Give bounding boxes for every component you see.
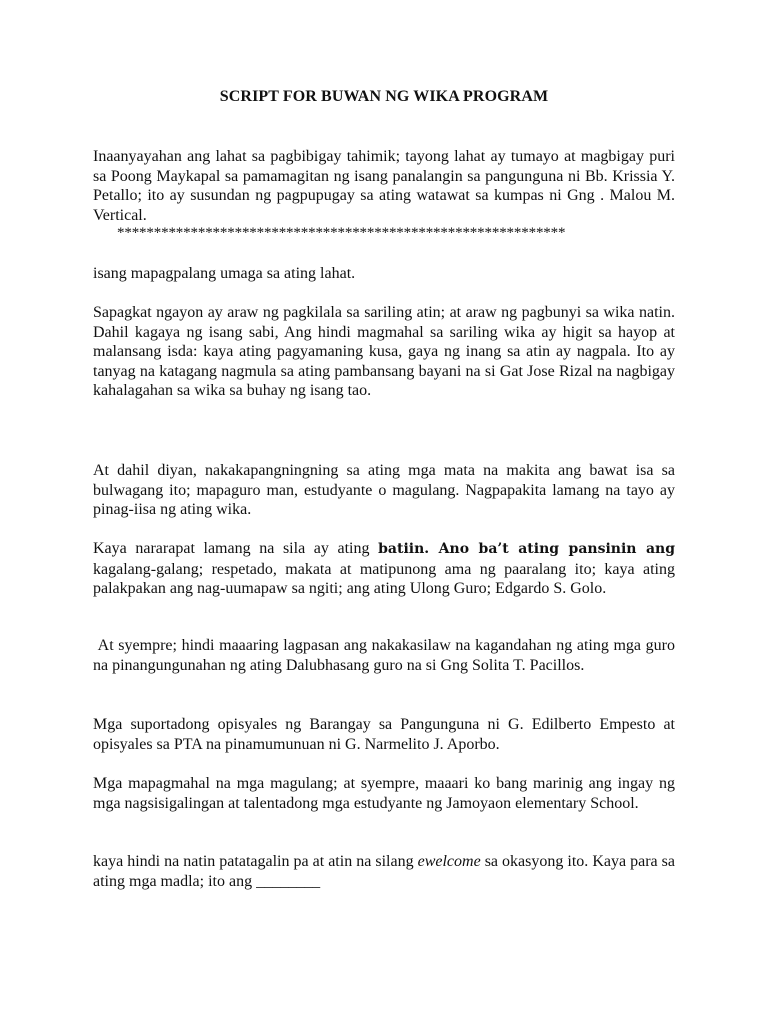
paragraph-principal-part-c: kagalang-galang; respetado, makata at matipunong ama ng paaralang ito; kaya ating palakpakan ang nag-uumapaw sa ngiti; ang ating Ulong Guro; Edgardo S. Golo.	[93, 560, 675, 597]
paragraph-greeting: isang mapagpalang umaga sa ating lahat.	[93, 265, 356, 282]
document-title: SCRIPT FOR BUWAN NG WIKA PROGRAM	[219, 88, 549, 105]
paragraph-officials: Mga suportadong opisyales ng Barangay sa Pangunguna ni G. Edilberto Empesto at opisyales sa PTA na pinamumunuan ni G. Narmelito J. Aporbo.	[93, 716, 675, 753]
paragraph-principal-part-a: Kaya nararapat lamang na sila ay ating	[93, 540, 379, 557]
paragraph-closing-part-c: sa okasyong ito. Kaya para sa ating mga madla; ito ang ________	[93, 853, 675, 890]
asterisk-separator: *************************************************************	[117, 226, 566, 240]
paragraph-parents-students: Mga mapagmahal na mga magulang; at syempre, maaari ko bang marinig ang ingay ng mga nagsisigalingan at talentadong mga estudyante ng Jamoyaon elementary School.	[93, 775, 675, 812]
paragraph-principal	[93, 539, 675, 599]
paragraph-principal-bold-run: batiin. Ano ba’t ating pansinin ang	[378, 541, 675, 557]
paragraph-language-day: Sapagkat ngayon ay araw ng pagkilala sa sariling atin; at araw ng pagbunyi sa wika natin. Dahil kagaya ng isang sabi, Ang hindi magmahal sa sariling wika ay higit sa hayop at malansang isda: kaya ating pagyamaning kusa, gaya ng inang sa atin ay nagpala. Ito ay tanyag na katagang nagmula sa ating pambansang bayani na si Gat Jose Rizal na nagbigay kahalagahan sa wika sa buhay ng isang tao.	[93, 304, 675, 399]
paragraph-closing-italic-run: ewelcome	[417, 853, 481, 870]
paragraph-audience: At dahil diyan, nakakapangningning sa ating mga mata na makita ang bawat isa sa bulwagang ito; mapaguro man, estudyante o magulang. Nagpapakita lamang na tayo ay pinag-iisa ng ating wika.	[93, 462, 675, 518]
paragraph-invocation: Inaanyayahan ang lahat sa pagbibigay tahimik; tayong lahat ay tumayo at magbigay puri sa Poong Maykapal sa pamamagitan ng isang panalangin sa pangunguna ni Bb. Krissia Y. Petallo; ito ay susundan ng pagpupugay sa ating watawat sa kumpas ni Gng . Malou M. Vertical.	[93, 148, 675, 224]
paragraph-closing-part-a: kaya hindi na natin patatagalin pa at atin na silang	[93, 853, 418, 870]
paragraph-closing	[93, 852, 675, 891]
paragraph-teachers: At syempre; hindi maaaring lagpasan ang nakakasilaw na kagandahan ng ating mga guro na pinangungunahan ng ating Dalubhasang guro na si Gng Solita T. Pacillos.	[93, 637, 675, 674]
